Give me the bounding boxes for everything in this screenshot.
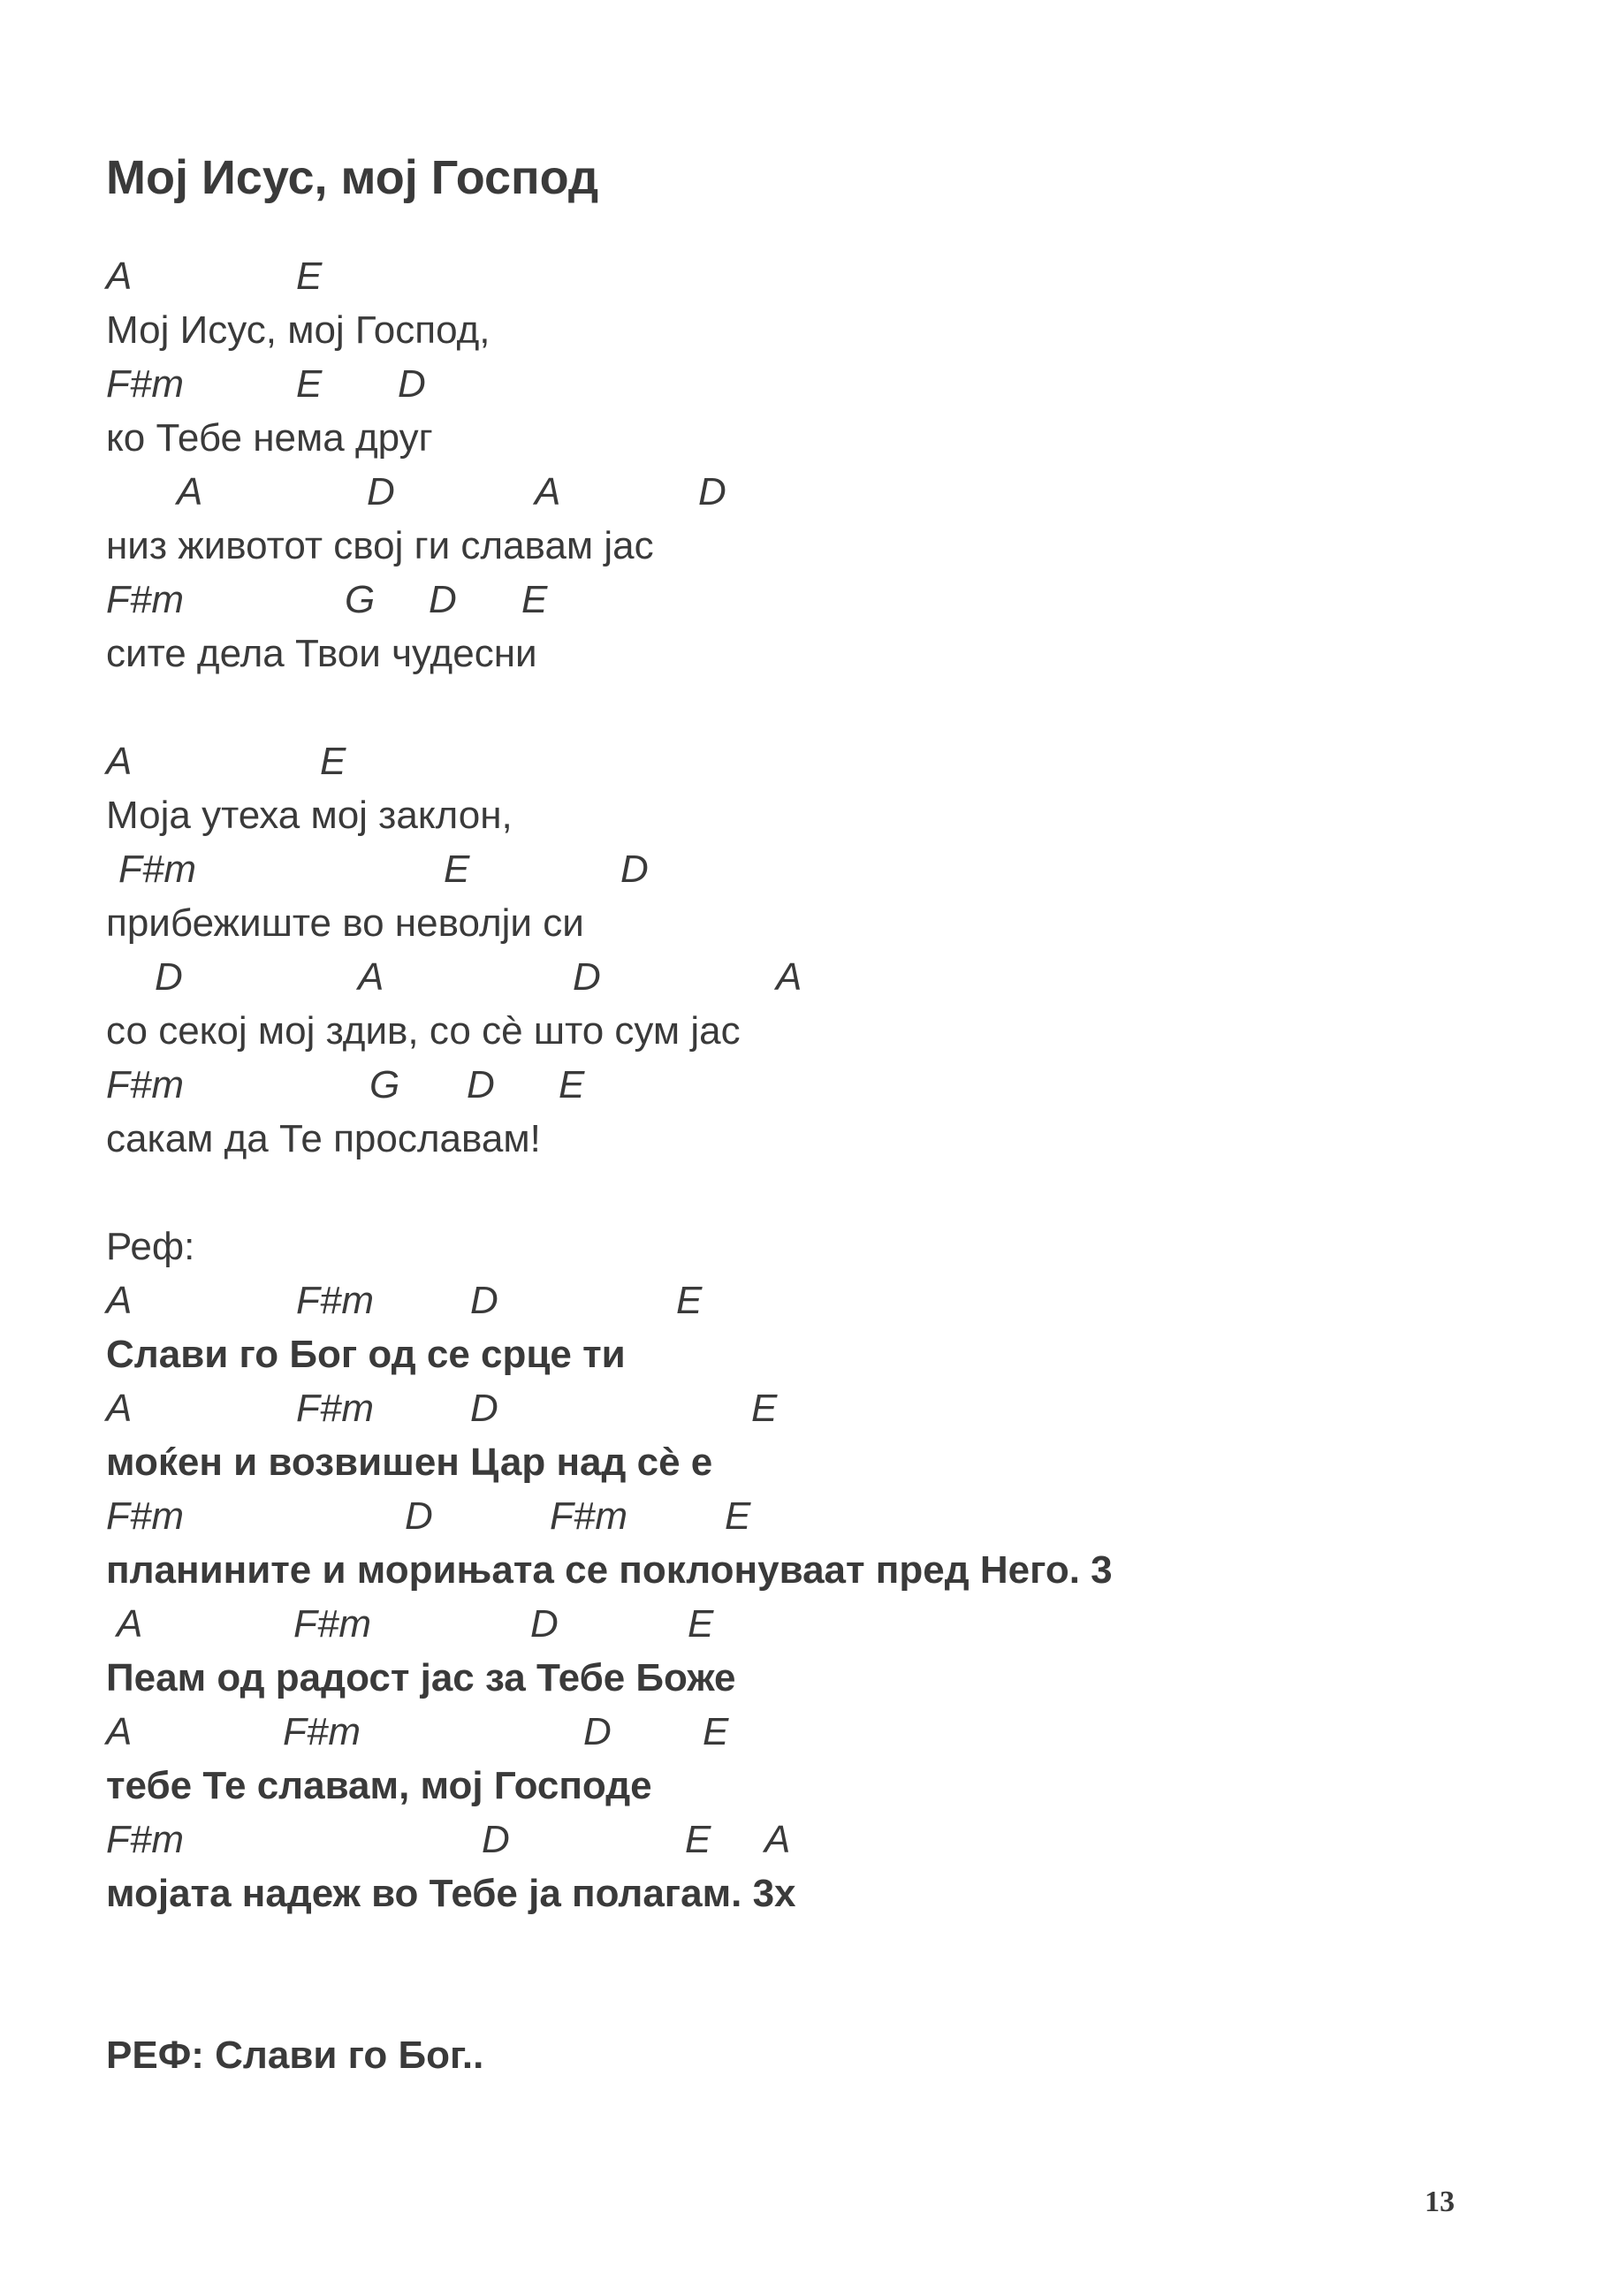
chord: A (106, 1387, 133, 1430)
chord: E (751, 1387, 778, 1430)
chord: D (620, 848, 649, 891)
song-title: Мој Исус, мој Господ (106, 151, 599, 204)
chord: D (367, 470, 395, 513)
chord: E (444, 848, 470, 891)
chord: D (530, 1602, 559, 1646)
chord: F#m (106, 362, 184, 406)
chord: F#m (293, 1602, 371, 1646)
blank-line (106, 680, 1520, 734)
chord: E (320, 740, 346, 783)
chord: A (776, 955, 802, 999)
chord: D (583, 1710, 612, 1753)
chord: E (296, 362, 323, 406)
lyric-line: сите дела Твои чудесни (106, 632, 537, 675)
blank-line (106, 1166, 1520, 1220)
lyric-line: сакам да Те прославам! (106, 1117, 541, 1160)
chord-line (106, 357, 1520, 411)
chord: A (106, 255, 133, 298)
lyric-line: ко Тебе нема друг (106, 416, 433, 460)
refrain-lyric-line: Пеам од радост јас за Тебе Боже (106, 1656, 736, 1699)
chord-line (106, 1597, 1520, 1651)
refrain-lyric-line: РЕФ: Слави го Бог.. (106, 2034, 484, 2077)
chord-line (106, 1813, 1520, 1866)
chord: F#m (283, 1710, 361, 1753)
refrain-lyric-line: планините и морињата се поклонуваат пред Него. 3 (106, 1548, 1113, 1592)
chord: A (106, 1279, 133, 1322)
refrain-lyric-line: Слави го Бог од се срце ти (106, 1333, 626, 1376)
lyric-line: низ животот свој ги славам јас (106, 524, 654, 567)
chord: D (470, 1387, 498, 1430)
chord: E (725, 1494, 751, 1538)
chord-line (106, 1273, 1520, 1327)
chord: A (117, 1602, 143, 1646)
chord: E (688, 1602, 714, 1646)
chord: D (698, 470, 726, 513)
chord: E (521, 578, 548, 621)
chord: D (467, 1063, 495, 1106)
refrain-lyric-line: мојата надеж во Тебе ја полагам. 3х (106, 1872, 796, 1915)
chord: D (470, 1279, 498, 1322)
chord: F#m (296, 1387, 374, 1430)
chord: E (296, 255, 323, 298)
chord: A (764, 1818, 791, 1861)
chord-line (106, 1489, 1520, 1543)
chord: G (369, 1063, 400, 1106)
chord: F#m (106, 1063, 184, 1106)
lyric-line: Реф: (106, 1225, 195, 1268)
song-body (106, 249, 1520, 2082)
chord-line (106, 1705, 1520, 1759)
lyric-line: Моја утеха мој заклон, (106, 794, 513, 837)
chord-line (106, 950, 1520, 1004)
chord: D (405, 1494, 433, 1538)
chord: E (559, 1063, 585, 1106)
chord: A (177, 470, 203, 513)
chord-line (106, 734, 1520, 788)
chord: E (685, 1818, 711, 1861)
chord: A (358, 955, 384, 999)
chord: D (155, 955, 183, 999)
chord: D (482, 1818, 510, 1861)
chord-line (106, 573, 1520, 627)
lyric-line: со секој мој здив, со сѐ што сум јас (106, 1009, 741, 1053)
lyric-line: прибежиште во неволји си (106, 901, 584, 945)
chord-line (106, 1381, 1520, 1435)
chord-line (106, 249, 1520, 303)
chord: A (106, 1710, 133, 1753)
chord-line (106, 842, 1520, 896)
chord: G (345, 578, 376, 621)
chord: D (429, 578, 457, 621)
chord: F#m (296, 1279, 374, 1322)
chord: E (676, 1279, 703, 1322)
chord-line (106, 465, 1520, 519)
page-number: 13 (1425, 2186, 1455, 2218)
chord: A (535, 470, 561, 513)
chord: F#m (106, 1818, 184, 1861)
chord: F#m (106, 578, 184, 621)
lyric-line: Мој Исус, мој Господ, (106, 308, 491, 352)
blank-line (106, 1920, 1520, 1974)
chord: A (106, 740, 133, 783)
chord: E (703, 1710, 729, 1753)
chord: F#m (550, 1494, 627, 1538)
chord: D (573, 955, 601, 999)
refrain-lyric-line: моќен и возвишен Цар над сѐ е (106, 1441, 713, 1484)
refrain-lyric-line: тебе Те славам, мој Господе (106, 1764, 652, 1807)
chord: F#m (118, 848, 196, 891)
chord-line (106, 1058, 1520, 1112)
chord: F#m (106, 1494, 184, 1538)
blank-line (106, 1974, 1520, 2028)
chord: D (398, 362, 426, 406)
